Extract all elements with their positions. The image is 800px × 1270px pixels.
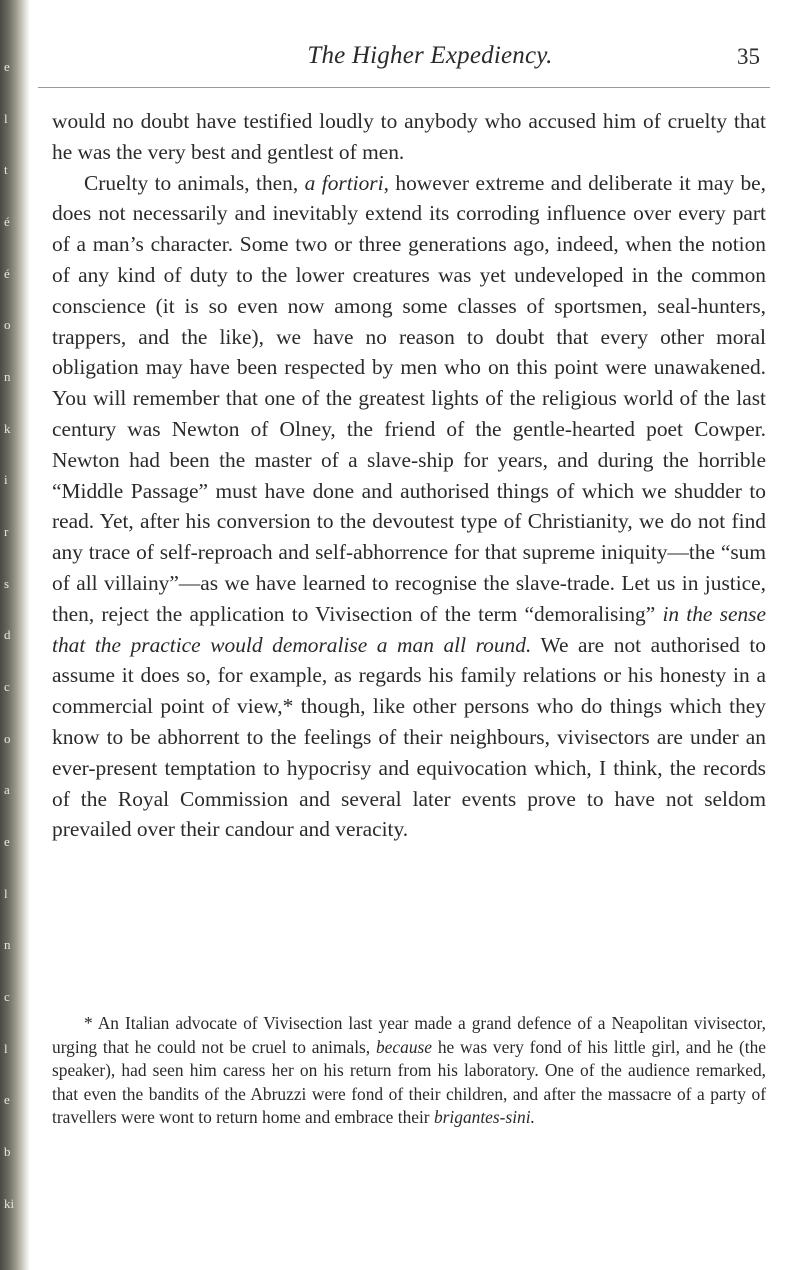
binding-letter: e xyxy=(4,59,10,74)
paragraph-1-text: would no doubt have testified loudly to anybody who accused him of cruelty that he was the very best and gentlest of men. xyxy=(52,109,766,164)
binding-letter: k xyxy=(4,420,11,436)
binding-letter: o xyxy=(4,730,11,746)
footnote xyxy=(52,1012,766,1130)
running-head: The Higher Expediency. xyxy=(307,42,553,69)
binding-edge-letters xyxy=(4,60,18,1210)
italic-a-fortiori: a fortiori xyxy=(304,170,384,195)
page-header xyxy=(100,42,760,78)
paragraph-2-text-b: , however extreme and deliberate it may be, does not necessarily and inevitably extend its corroding influence over every part of a man’s character. Some two or three generations ago, indeed, when the notion of any kind of duty to the lower creatures was yet undeveloped in the common conscience (it is so even now among some classes of sportsmen, seal-hunters, trappers, and the like), we have no reason to doubt that every other moral obligation may have been respected by men who on this point were unawakened. You will remember that one of the greatest lights of the religious world of the last century was Newton of Olney, the friend of the gentle-hearted poet Cowper. Newton had been the master of a slave-ship for years, and during the horrible “Middle Passage” must have done and authorised things of which we shudder to read. Yet, after his conversion to the devoutest type of Christianity, we do not find any trace of self-reproach and self-abhorrence for that supreme iniquity—the “sum of all villainy”—as we have learned to recognise the slave-trade. Let us in justice, then, reject the application to Vivisection of the term “demoralising” xyxy=(52,170,766,626)
book-binding-shadow xyxy=(0,0,30,1270)
main-text xyxy=(52,106,766,845)
binding-letter: s xyxy=(4,575,10,591)
binding-letter: i xyxy=(4,472,8,488)
binding-letter: d xyxy=(4,627,11,643)
binding-letter: n xyxy=(4,937,11,953)
binding-letter: c xyxy=(4,679,10,695)
binding-letter: l xyxy=(4,110,8,126)
footnote-italic-brigantessini: brigantes-sini. xyxy=(433,1107,535,1128)
binding-letter: c xyxy=(4,989,10,1005)
binding-letter: a xyxy=(4,782,10,798)
footnote-italic-because: because xyxy=(375,1036,432,1057)
binding-letter: l xyxy=(4,885,8,901)
paragraph-2-text-c: We are not authorised to assume it does so, for example, as regards his family relations or his honesty in a commercial point of view,* though, like other persons who do things which they know to be abhorrent to the feelings of their neighbours, vivisectors are under an ever-present temptation to hypocrisy and equivocation which, I think, the records of the Royal Commission and several later events prove to have not seldom prevailed over their candour and veracity. xyxy=(52,632,766,842)
paragraph-1 xyxy=(52,106,766,168)
binding-letter: e xyxy=(4,834,10,850)
footnote-text-a: * An Italian advocate of Vivisection last year made a grand defence of a Neapolitan vivisector, urging that he could not be cruel to animals, xyxy=(52,1013,766,1057)
header-rule xyxy=(38,87,770,88)
binding-letter: ki xyxy=(4,1195,15,1211)
binding-letter: l xyxy=(4,1040,8,1056)
binding-letter: t xyxy=(4,162,8,178)
binding-letter: é xyxy=(4,214,10,230)
page-number: 35 xyxy=(737,44,760,69)
binding-letter: é xyxy=(4,265,10,281)
footnote-text-b: he was very fond of his little girl, and he (the speaker), had seen him caress her on his return from his laboratory. One of the audience remarked, that even the bandits of the Abruzzi were fond of their children, and after the massacre of a party of travellers were wont to return home and embrace their xyxy=(52,1036,766,1128)
paragraph-2-text-a: Cruelty to animals, then, xyxy=(84,170,305,195)
binding-letter: e xyxy=(4,1092,10,1108)
italic-sense-phrase: in the sense that the practice would demoralise a man all round. xyxy=(52,601,766,657)
paragraph-2 xyxy=(52,168,766,846)
binding-letter: n xyxy=(4,369,11,385)
binding-letter: r xyxy=(4,524,9,540)
binding-letter: o xyxy=(4,317,11,333)
binding-letter: b xyxy=(4,1144,11,1160)
